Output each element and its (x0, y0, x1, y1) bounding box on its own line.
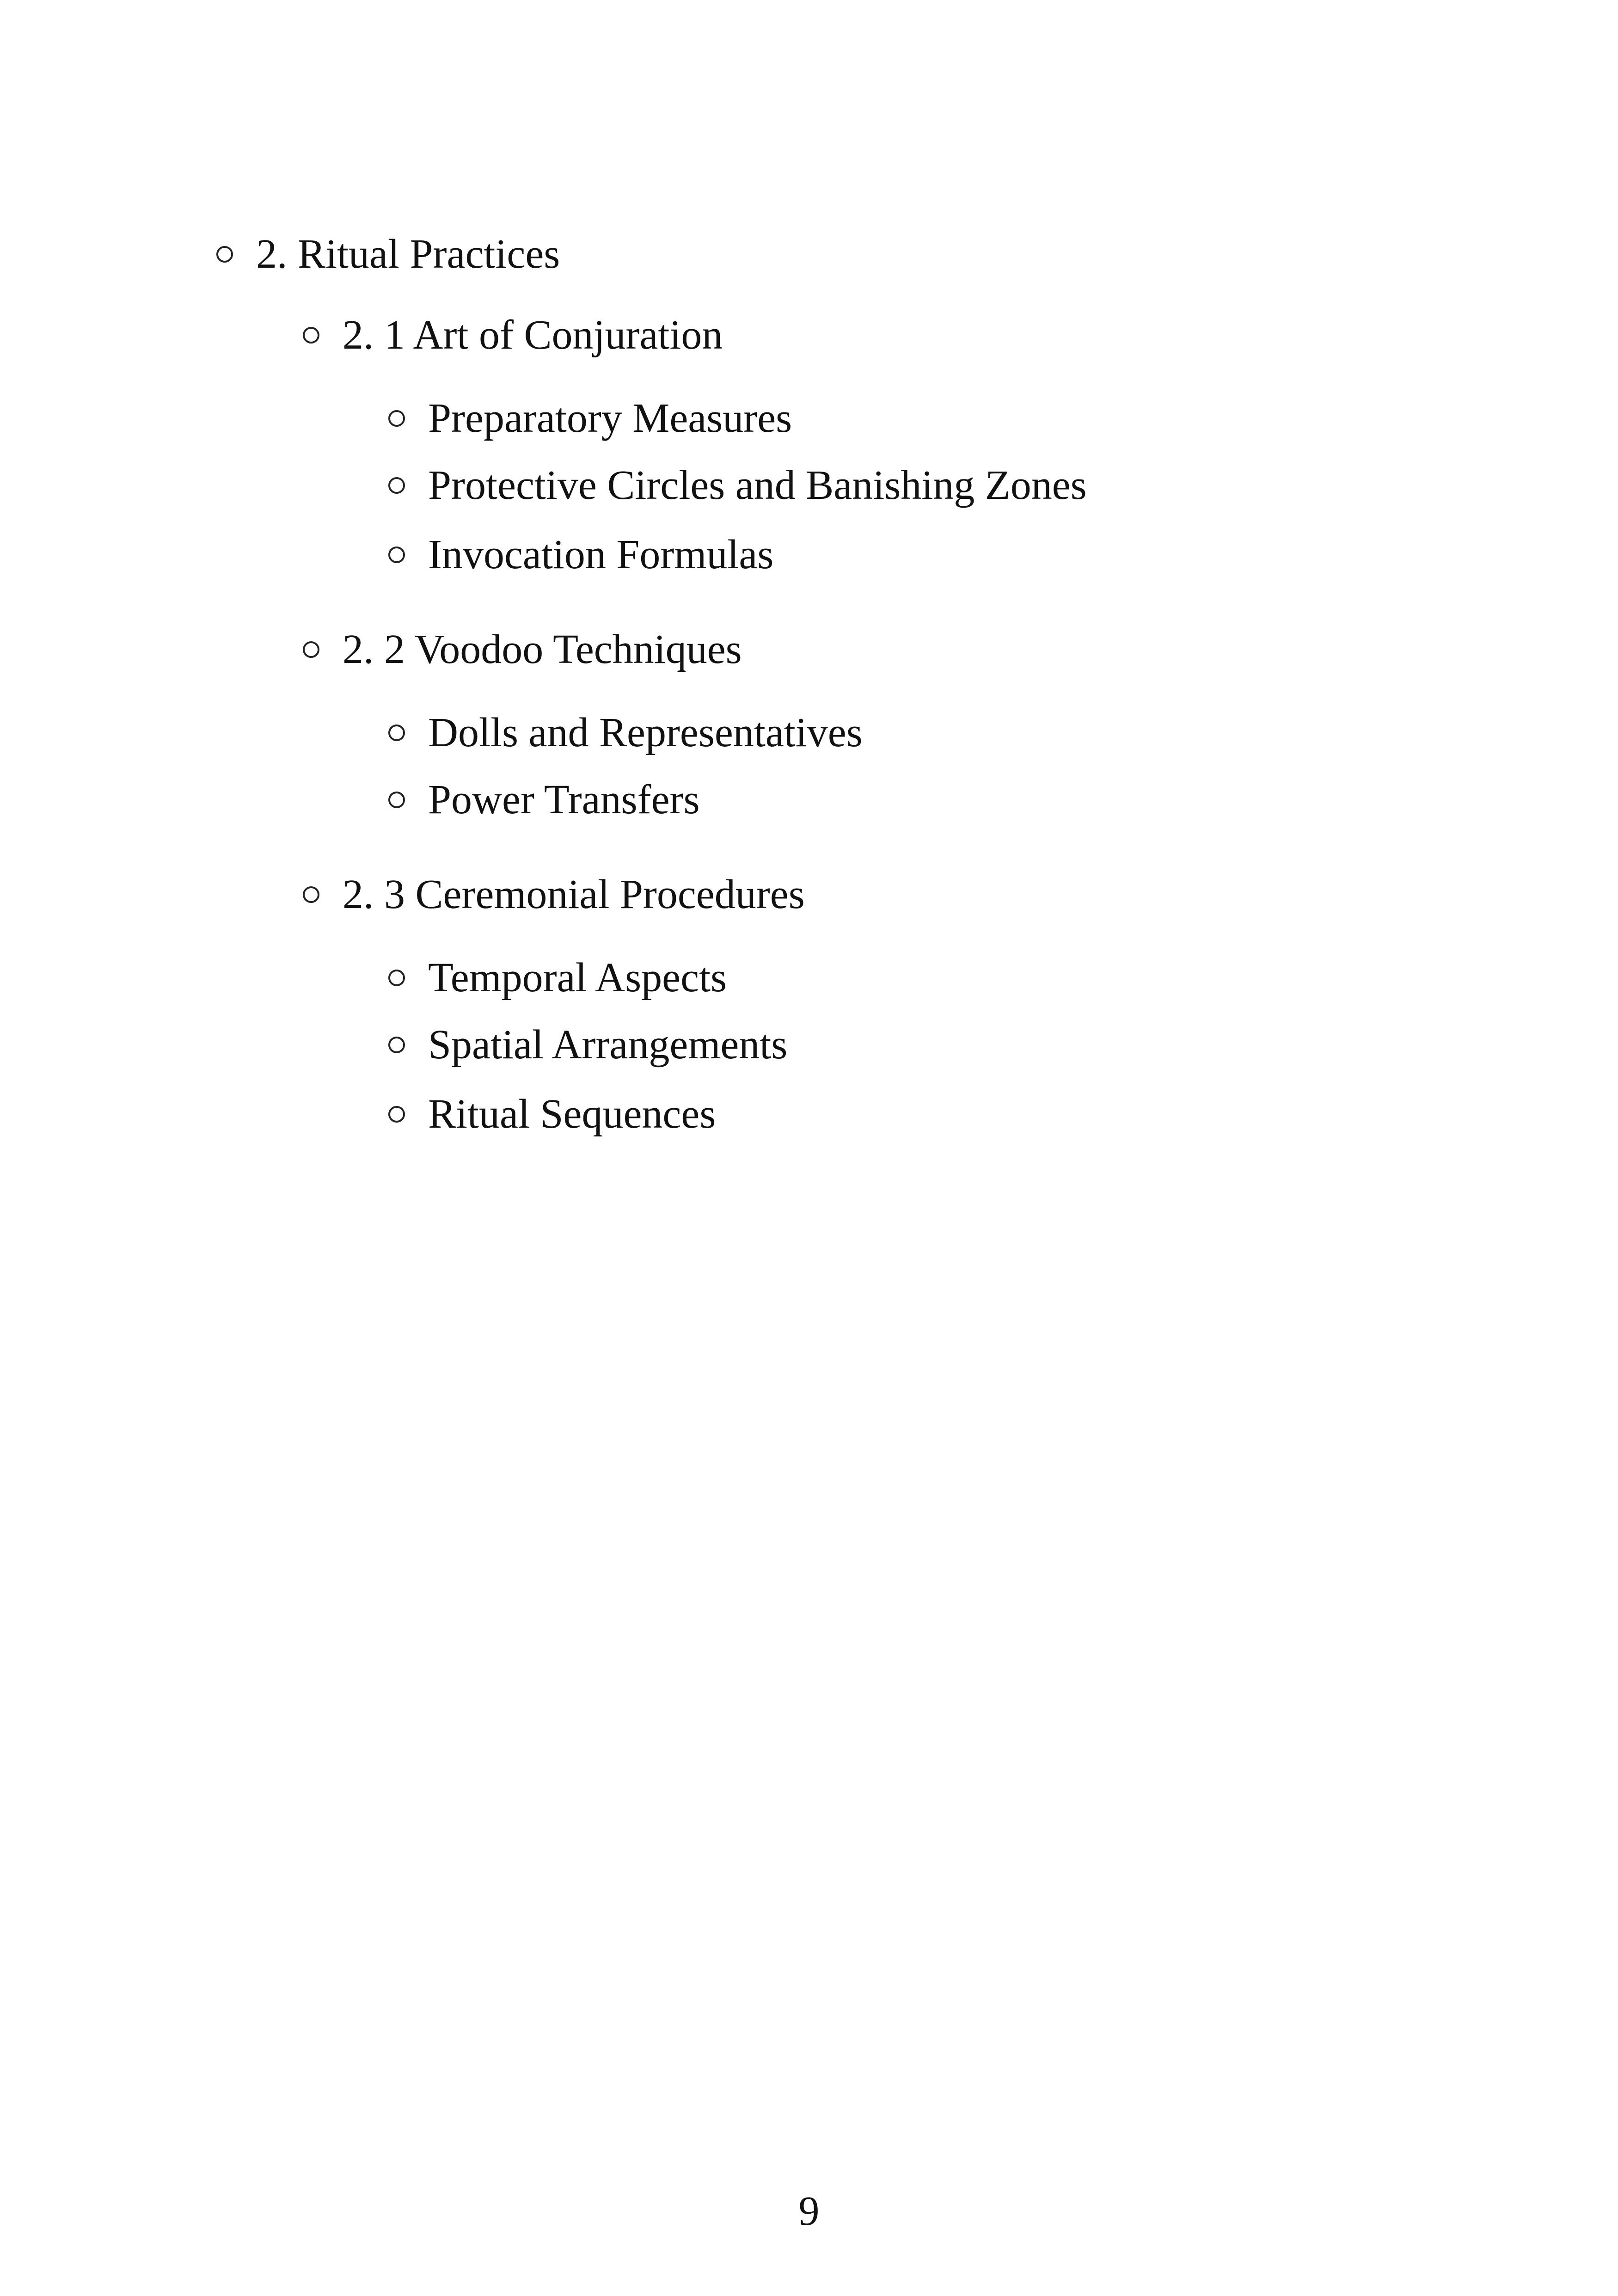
page-number: 9 (798, 2188, 820, 2234)
hollow-circle-bullet-icon (388, 546, 405, 563)
hollow-circle-bullet-icon (388, 1037, 405, 1053)
outline-subsection-heading (303, 874, 805, 915)
outline-item (388, 779, 700, 821)
hollow-circle-bullet-icon (303, 327, 319, 344)
hollow-circle-bullet-icon (303, 886, 319, 903)
outline-item (388, 534, 773, 576)
outline-item (388, 957, 727, 999)
outline-subsection-heading (303, 314, 723, 356)
outline-item-label: Protective Circles and Banishing Zones (428, 462, 1087, 508)
outline-item-label: Ritual Sequences (428, 1091, 716, 1137)
outline-item-label: Temporal Aspects (428, 955, 727, 1001)
outline-item (388, 1024, 787, 1066)
subsection-title: 2. 3 Ceremonial Procedures (343, 872, 805, 917)
hollow-circle-bullet-icon (388, 477, 405, 494)
hollow-circle-bullet-icon (388, 1106, 405, 1123)
hollow-circle-bullet-icon (388, 410, 405, 427)
hollow-circle-bullet-icon (303, 641, 319, 658)
outline-subsection-heading (303, 626, 742, 672)
outline-item-label: Dolls and Representatives (428, 710, 863, 755)
hollow-circle-bullet-icon (388, 792, 405, 808)
hollow-circle-bullet-icon (388, 724, 405, 741)
hollow-circle-bullet-icon (388, 970, 405, 986)
outline-item-label: Invocation Formulas (428, 532, 774, 577)
subsection-title: 2. 2 Voodoo Techniques (343, 626, 742, 672)
outline-item-label: Preparatory Measures (428, 395, 792, 441)
outline-item-label: Spatial Arrangements (428, 1022, 788, 1068)
subsection-title: 2. 1 Art of Conjuration (343, 312, 723, 358)
section-title: 2. Ritual Practices (256, 231, 560, 277)
outline-item (388, 712, 863, 754)
outline-item (388, 1093, 716, 1135)
outline-item-label: Power Transfers (428, 777, 700, 823)
hollow-circle-bullet-icon (216, 246, 233, 263)
outline-section-heading (216, 233, 560, 275)
outline-item (388, 395, 792, 441)
outline-item (388, 462, 1087, 508)
